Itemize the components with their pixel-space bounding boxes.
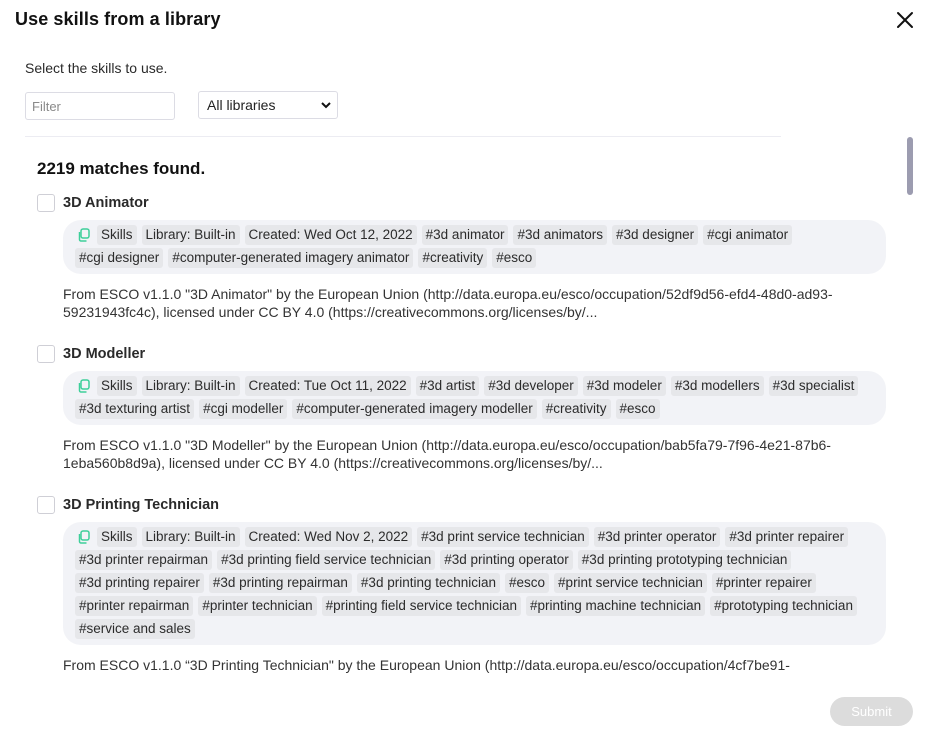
hashtag: #printing machine technician [526,596,705,616]
hashtag: #cgi modeller [199,399,287,419]
skill-name: 3D Animator [63,195,149,211]
library-tag: Library: Built-in [142,376,240,396]
dialog-subtitle: Select the skills to use. [25,60,168,76]
hashtag: #prototyping technician [710,596,857,616]
hashtag: #3d print service technician [417,527,589,547]
hashtag: #computer-generated imagery modeller [292,399,536,419]
hashtag: #printer repairer [712,573,816,593]
skill-description: From ESCO v1.1.0 "3D Modeller" by the European Union (http://data.europa.eu/esco/occupation/bab5fa79-7f96-4e21-87b6-1eba560b8d9a), licensed under CC BY 4.0 (https://creativecommons.org/licenses/by/... [63,437,831,471]
skill-name: 3D Printing Technician [63,497,220,513]
hashtag: #esco [505,573,549,593]
library-select-value: All libraries [207,97,276,113]
skill-description: From ESCO v1.1.0 “3D Printing Technician" by the European Union (http://data.europa.eu/esco/occupation/4cf7be91- [63,657,790,673]
hashtag: #printer repairman [75,596,193,616]
hashtag: #3d printer repairer [725,527,848,547]
created-tag: Created: Wed Nov 2, 2022 [245,527,413,547]
hashtag: #3d modeler [583,376,666,396]
hashtag: #3d printing operator [440,550,573,570]
hashtag: #3d printing prototyping technician [578,550,792,570]
copy-icon[interactable] [75,529,91,545]
hashtag: #3d printing repairman [209,573,352,593]
hashtag: #printer technician [198,596,316,616]
copy-icon[interactable] [75,378,91,394]
hashtag: #3d designer [612,225,698,245]
hashtag: #cgi designer [75,248,163,268]
dialog-title: Use skills from a library [15,9,221,29]
library-select[interactable] [198,91,338,119]
hashtag: #3d developer [484,376,578,396]
hashtag: #printing field service technician [322,596,521,616]
close-icon [896,11,914,29]
submit-button[interactable]: Submit [830,697,913,726]
hashtag: #3d modellers [671,376,764,396]
hashtag: #3d specialist [769,376,859,396]
skill-description: From ESCO v1.1.0 "3D Animator" by the European Union (http://data.europa.eu/esco/occupation/52df9d56-efd4-48d0-ad93-59231943fc4c), licensed under CC BY 4.0 (https://creativecommons.org/licenses/by/... [63,286,833,320]
hashtag: #print service technician [554,573,707,593]
skill-checkbox[interactable] [37,496,55,514]
hashtag: #3d printer operator [594,527,721,547]
chevron-down-icon [321,101,331,109]
skill-item [37,193,889,321]
hashtag: #computer-generated imagery animator [168,248,413,268]
skill-tags [63,371,886,425]
hashtag: #3d animator [422,225,509,245]
hashtag: #3d animators [513,225,607,245]
skill-tags [63,522,886,645]
hashtag: #3d printer repairman [75,550,212,570]
filter-input[interactable] [25,92,175,120]
library-tag: Library: Built-in [142,527,240,547]
skill-item [37,495,889,674]
hashtag: #creativity [418,248,487,268]
hashtag: #esco [616,399,660,419]
hashtag: #3d artist [416,376,480,396]
scrollbar-thumb[interactable] [907,137,913,195]
close-button[interactable] [893,8,917,32]
skill-item [37,344,889,472]
hashtag: #creativity [542,399,611,419]
skill-name: 3D Modeller [63,346,146,362]
library-tag: Library: Built-in [142,225,240,245]
skill-tags [63,220,886,274]
hashtag: #3d texturing artist [75,399,194,419]
created-tag: Created: Wed Oct 12, 2022 [245,225,417,245]
hashtag: #3d printing repairer [75,573,204,593]
hashtag: #3d printing field service technician [217,550,435,570]
copy-icon[interactable] [75,227,91,243]
skill-checkbox[interactable] [37,194,55,212]
hashtag: #service and sales [75,619,195,639]
type-tag: Skills [97,225,137,245]
hashtag: #esco [492,248,536,268]
results-list[interactable] [25,137,895,680]
match-count: 2219 matches found. [37,159,206,178]
type-tag: Skills [97,527,137,547]
created-tag: Created: Tue Oct 11, 2022 [245,376,411,396]
type-tag: Skills [97,376,137,396]
hashtag: #cgi animator [703,225,792,245]
skill-checkbox[interactable] [37,345,55,363]
hashtag: #3d printing technician [357,573,500,593]
